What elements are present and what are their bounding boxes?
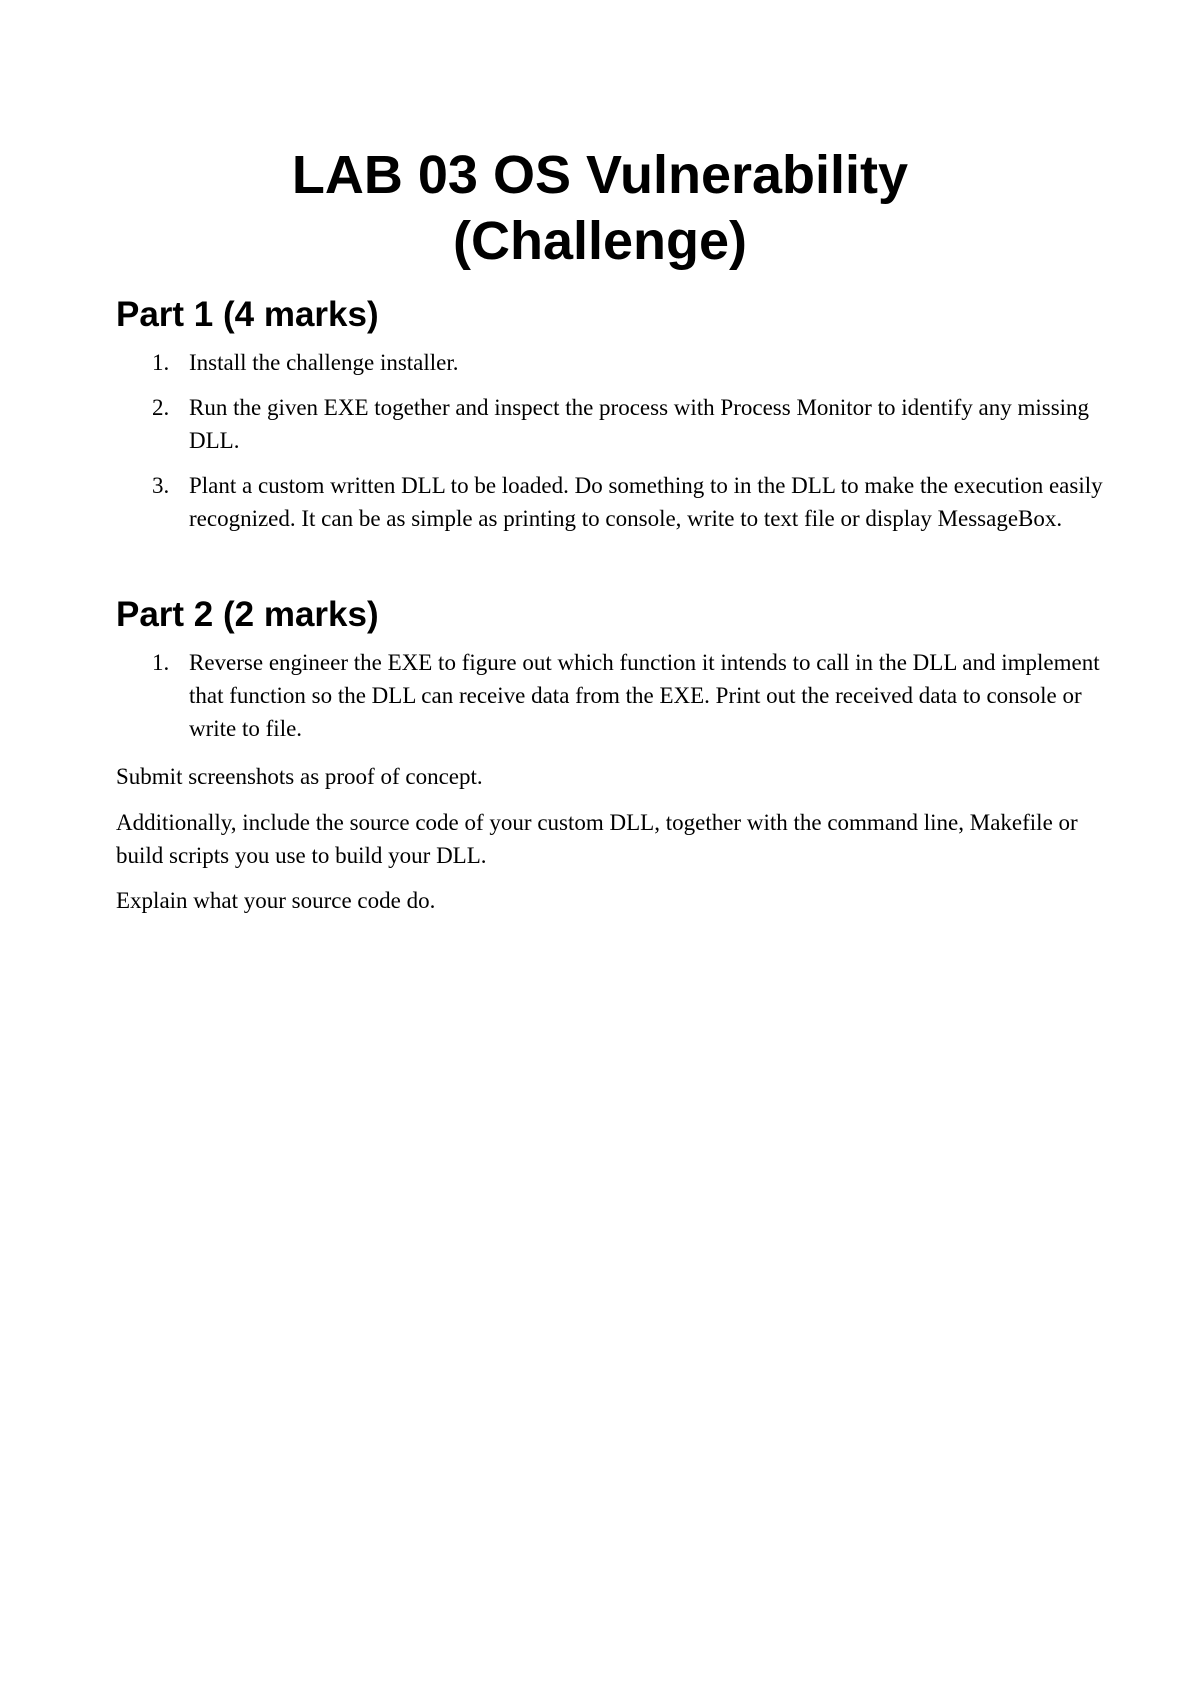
title-line-1: LAB 03 OS Vulnerability bbox=[291, 145, 909, 205]
list-item bbox=[116, 346, 1106, 379]
list-item-number: 1. bbox=[152, 650, 170, 675]
list-item-number: 3. bbox=[152, 473, 170, 498]
document-title bbox=[0, 142, 1200, 274]
part2-list bbox=[116, 646, 1106, 757]
list-item-text: Install the challenge installer. bbox=[189, 350, 459, 375]
list-item-number: 1. bbox=[152, 350, 170, 375]
part1-list bbox=[116, 346, 1106, 547]
paragraph-explain: Explain what your source code do. bbox=[116, 888, 436, 913]
title-line-2: (Challenge) bbox=[452, 211, 748, 271]
list-item-number: 2. bbox=[152, 395, 170, 420]
list-item bbox=[116, 469, 1106, 535]
part1-heading: Part 1 (4 marks) bbox=[116, 295, 379, 334]
list-item-text: Plant a custom written DLL to be loaded. Do something to in the DLL to make the execution easily recognized. It can be as simple as printing to console, write to text file or display MessageBox. bbox=[189, 473, 1103, 531]
list-item-text: Reverse engineer the EXE to figure out which function it intends to call in the DLL and implement that function so the DLL can receive data from the EXE. Print out the received data to console or write to file. bbox=[189, 650, 1100, 741]
list-item bbox=[116, 646, 1106, 745]
list-item bbox=[116, 391, 1106, 457]
paragraph-additionally: Additionally, include the source code of your custom DLL, together with the command line, Makefile or build scripts you use to build your DLL. bbox=[116, 810, 1078, 868]
list-item-text: Run the given EXE together and inspect the process with Process Monitor to identify any missing DLL. bbox=[189, 395, 1090, 453]
paragraph-submit: Submit screenshots as proof of concept. bbox=[116, 764, 483, 789]
part2-heading: Part 2 (2 marks) bbox=[116, 595, 379, 634]
